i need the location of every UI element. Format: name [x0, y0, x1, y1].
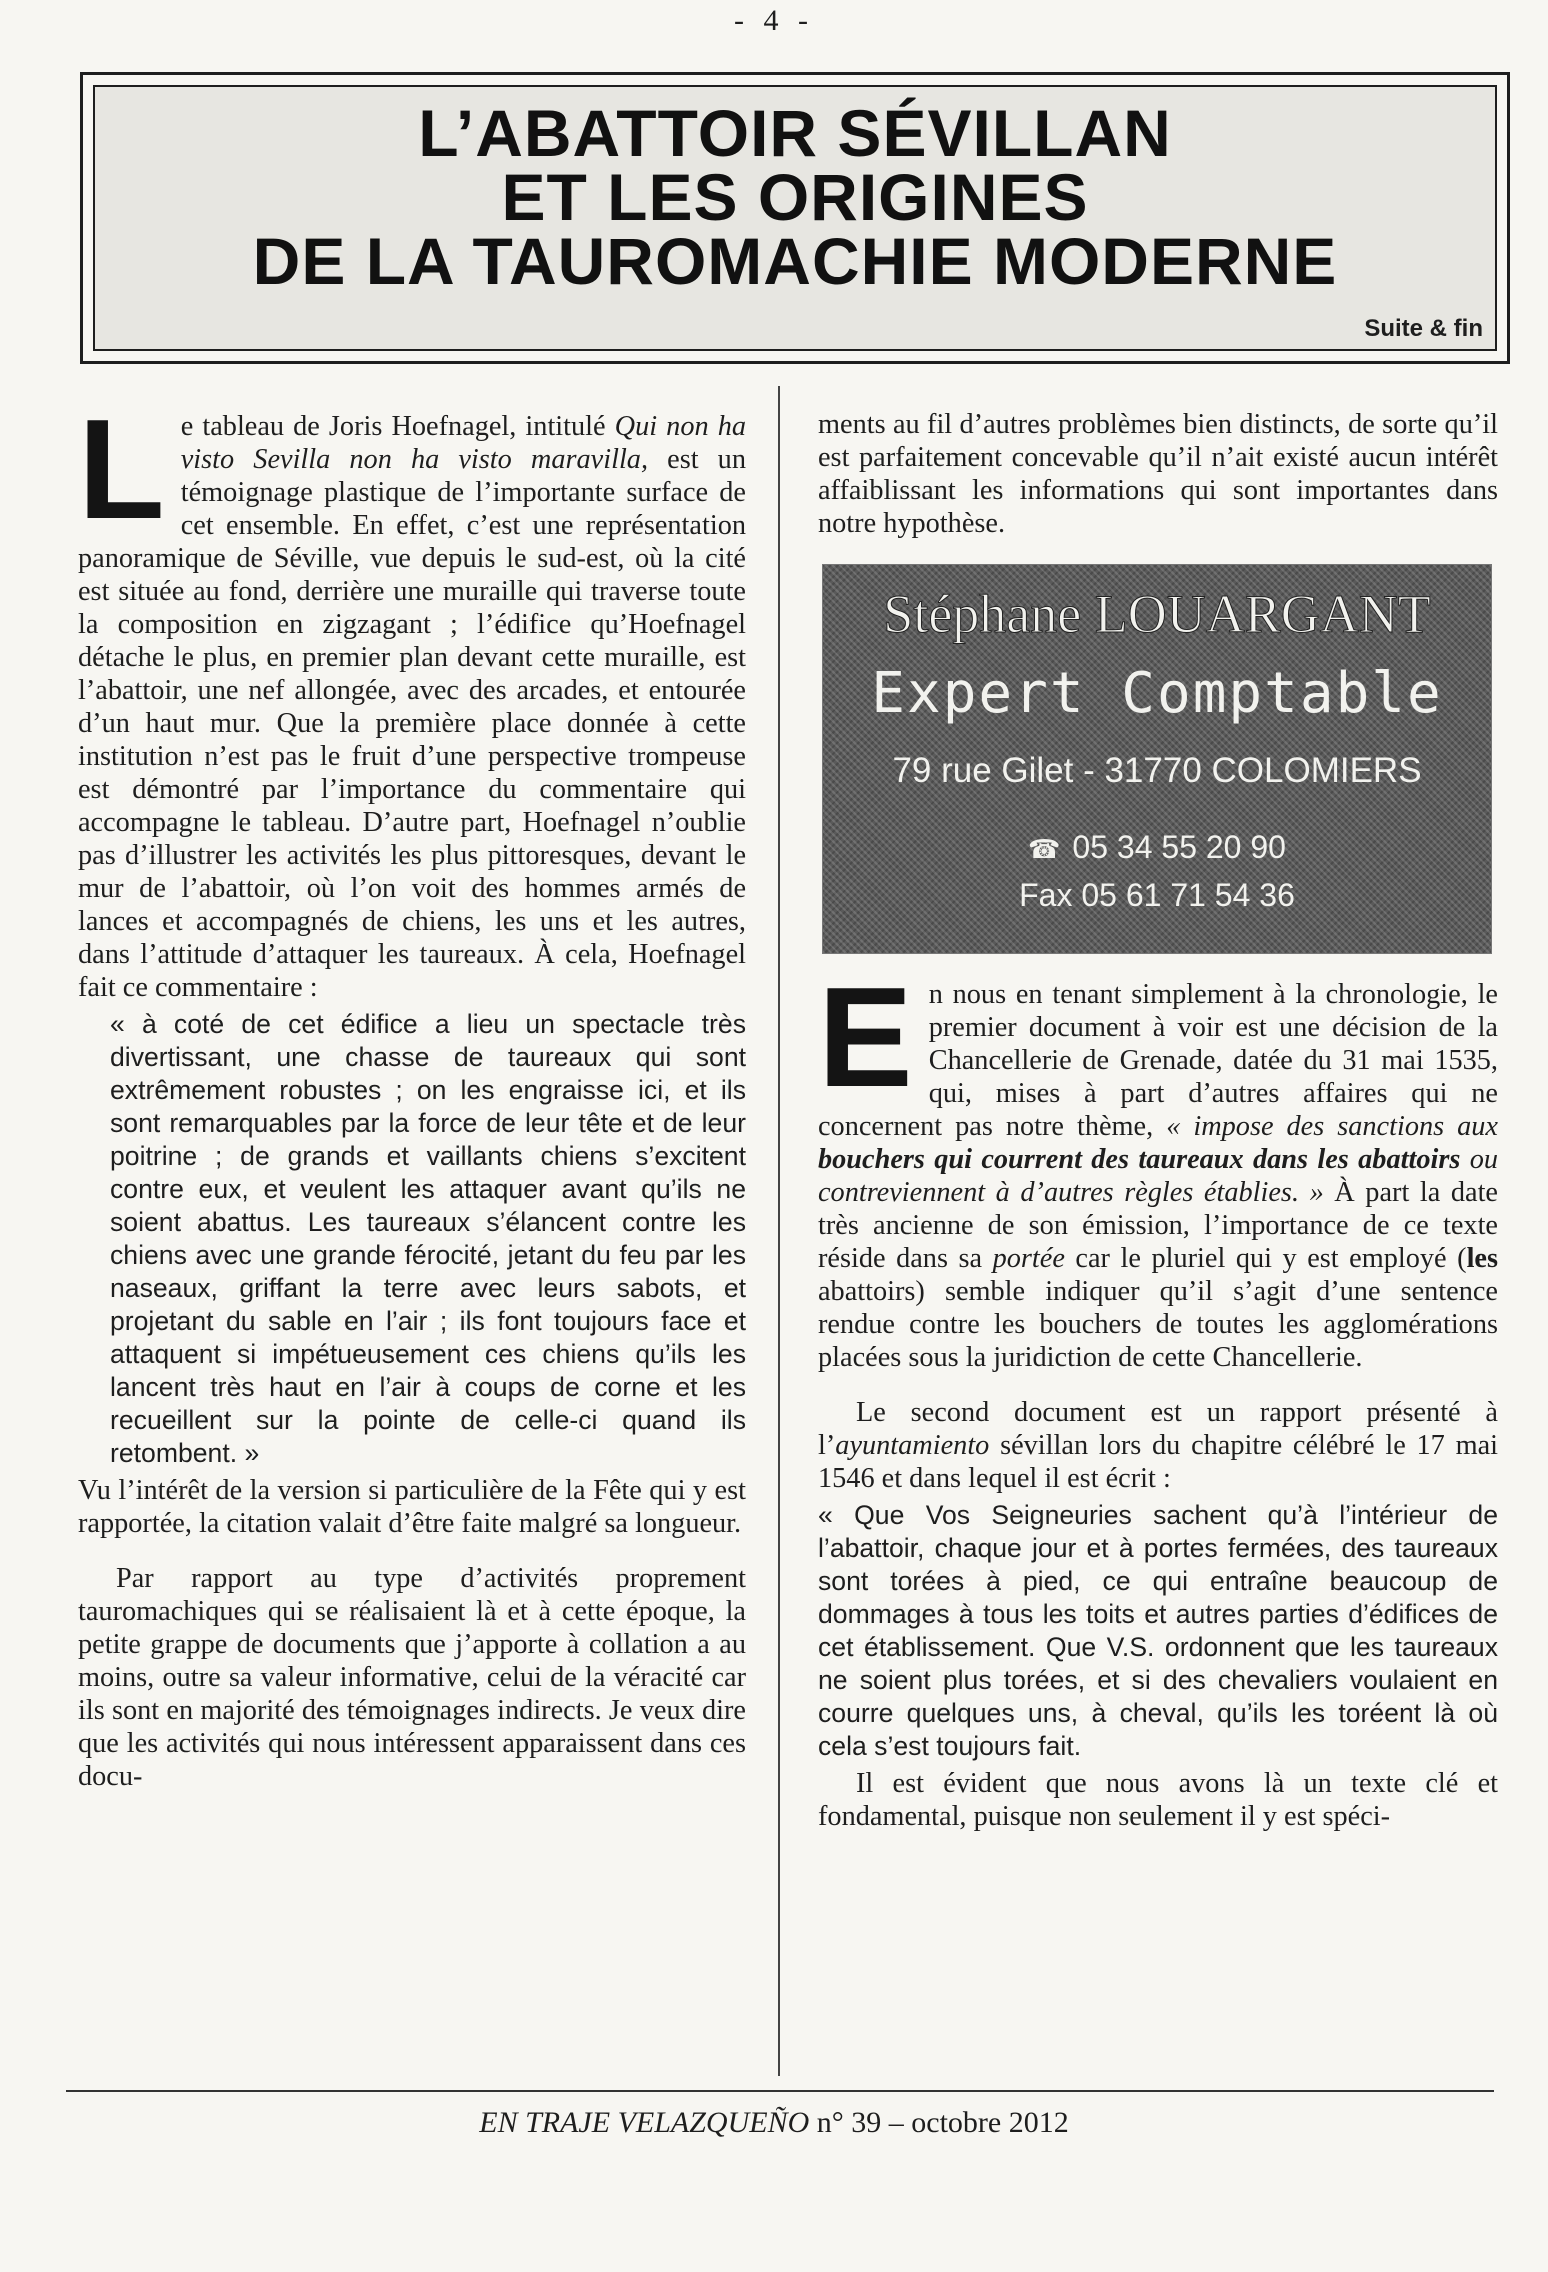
title-line-3: DE LA TAUROMACHIE MODERNE — [252, 224, 1338, 298]
text-run: car le pluriel qui y est employé ( — [1064, 1243, 1467, 1274]
text-run-bold: les — [1466, 1243, 1498, 1274]
hoefnagel-quote: « à coté de cet édifice a lieu un spectacle très divertissant, une chasse de taureaux qui sont extrêmement robustes ; on les engraisse ici, et ils sont remarquables par la force de leur tête et de leur poitrine ; de grands et vaillants chiens s’excitent contre eux, et veulent les attaquer avant qu’ils ne soient abattus. Les taureaux s’élancent contre les chiens avec une grande férocité, jetant du feu par les naseaux, griffant la terre avec leurs sabots, et projetant du sable en l’air ; ils font toujours face et attaquent si impétueusement ces chiens qu’ils les lancent très haut en l’air à coups de corne et les recueillent sur la pointe de celle-ci quand ils retombent. » — [110, 1009, 746, 1468]
issue-info: n° 39 – octobre 2012 — [816, 2106, 1069, 2139]
title-line-2: ET LES ORIGINES — [501, 160, 1089, 234]
ad-title: Expert Comptable — [871, 661, 1443, 726]
text-run-italic: « impose des sanctions aux — [1166, 1111, 1498, 1142]
text-run: Le second document est un rapport présenté à l’ — [818, 1397, 1498, 1461]
title-line-1: L’ABATTOIR SÉVILLAN — [418, 96, 1172, 170]
text-run: est un témoignage plastique de l’importante surface de cet ensemble. En effet, c’est une représentation panoramique de Séville, vue depuis le sud-est, où la cité est située au fond, derrière une muraille qui traverse toute la composition en zigzagant ; l’édifice qu’Hoefnagel détache le plus, en premier plan devant cette muraille, est l’abattoir, une nef allongée, avec des arcades, et entourée d’un haut mur. Que la première place donnée à cette institution n’est pas le fruit d’une perspective trompeuse est démontré par l’importance du commentaire qui accompagne le tableau. D’autre part, Hoefnagel n’oublie pas d’illustrer les activités les plus pittoresques, devant le mur de l’abattoir, où l’on voit des hommes armés de lances et accompagnés de chiens, les uns et les autres, dans l’attitude d’attaquer les taureaux. À cela, Hoefnagel fait ce commentaire : — [78, 444, 746, 1003]
text-run-italic: ayuntamiento — [835, 1430, 990, 1461]
text-run: sévillan lors du chapitre célébré le 17 mai 1546 et dans lequel il est écrit : — [818, 1430, 1498, 1494]
text-run: n nous en tenant simplement à la chronologie, le premier document à voir est une décision de la Chancellerie de Grenade, datée du 31 mai 1535, qui, mises à part d’autres affaires qui ne concernent pas notre thème, — [818, 979, 1498, 1142]
right-paragraph-4: Il est évident que nous avons là un texte clé et fondamental, puisque non seulement il y est spéci- — [818, 1768, 1498, 1832]
right-column — [818, 410, 1498, 1833]
text-run: abattoirs) semble indiquer qu’il s’agit d’une sentence rendue contre les bouchers de toutes les agglomérations placées sous la juridiction de cette Chancellerie. — [818, 1276, 1498, 1373]
ad-phone: 05 34 55 20 90 — [1072, 829, 1286, 865]
drop-cap-l: L — [78, 390, 165, 549]
right-paragraph-3 — [818, 1396, 1498, 1495]
left-paragraph-1 — [78, 390, 746, 1004]
footer-rule — [66, 2090, 1494, 2092]
text-run-italic: ou contreviennent à d’autres règles établies. » — [818, 1144, 1498, 1208]
text-run-italic: portée — [992, 1243, 1065, 1274]
ad-address: 79 rue Gilet - 31770 COLOMIERS — [892, 751, 1422, 790]
telephone-icon: ☎ — [1028, 834, 1061, 864]
text-run: e tableau de Joris Hoefnagel, intitulé — [180, 411, 615, 442]
left-paragraph-2: Vu l’intérêt de la version si particulière de la Fête qui y est rapportée, la citation valait d’être faite malgré sa longueur. — [78, 1475, 746, 1539]
text-run: À part la date très ancienne de son émission, l’importance de ce texte réside dans sa — [818, 1177, 1498, 1274]
text-run-bold-italic: bouchers qui courrent des taureaux dans les abattoirs — [818, 1144, 1461, 1175]
suite-label: Suite & fin — [1364, 315, 1483, 342]
title-box — [93, 85, 1497, 351]
ad-fax: Fax 05 61 71 54 36 — [1019, 877, 1295, 913]
left-column — [78, 390, 746, 1793]
painting-title: Qui non ha visto Sevilla non ha visto maravilla, — [180, 411, 746, 475]
right-paragraph-2 — [818, 958, 1498, 1374]
page-number: - 4 - — [734, 4, 814, 37]
footer — [0, 2106, 1548, 2140]
advertisement — [822, 564, 1492, 954]
ad-name: Stéphane LOUARGANT — [883, 584, 1431, 644]
drop-cap-e: E — [818, 958, 913, 1117]
publication-name: EN TRAJE VELAZQUEÑO — [479, 2106, 810, 2139]
title-frame — [80, 72, 1510, 364]
left-paragraph-3: Par rapport au type d’activités proprement tauromachiques qui se réalisaient là et à cette époque, la petite grappe de documents que j’apporte à collation a au moins, outre sa valeur informative, celui de la véracité car ils sont en majorité des témoignages indirects. Je veux dire que les activités qui nous intéressent apparaissent dans ces docu- — [78, 1563, 746, 1792]
right-paragraph-1: ments au fil d’autres problèmes bien distincts, de sorte qu’il est parfaitement concevable qu’il n’ait existé aucun intérêt affaiblissant les informations qui sont importantes dans notre hypothèse. — [818, 409, 1498, 539]
ayuntamiento-quote: « Que Vos Seigneuries sachent qu’à l’intérieur de l’abattoir, chaque jour et à portes fermées, des taureaux sont torées à pied, ce qui entraîne beaucoup de dommages à tous les toits et autres parties d’édifices de cet établissement. Que V.S. ordonnent que les taureaux ne soient plus torées, et si des chevaliers voulaient en courre quelques uns, à cheval, qu’ils les toréent là où cela s’est toujours fait. — [818, 1500, 1498, 1761]
ad-phone-line — [823, 829, 1491, 866]
column-divider — [778, 386, 780, 2076]
